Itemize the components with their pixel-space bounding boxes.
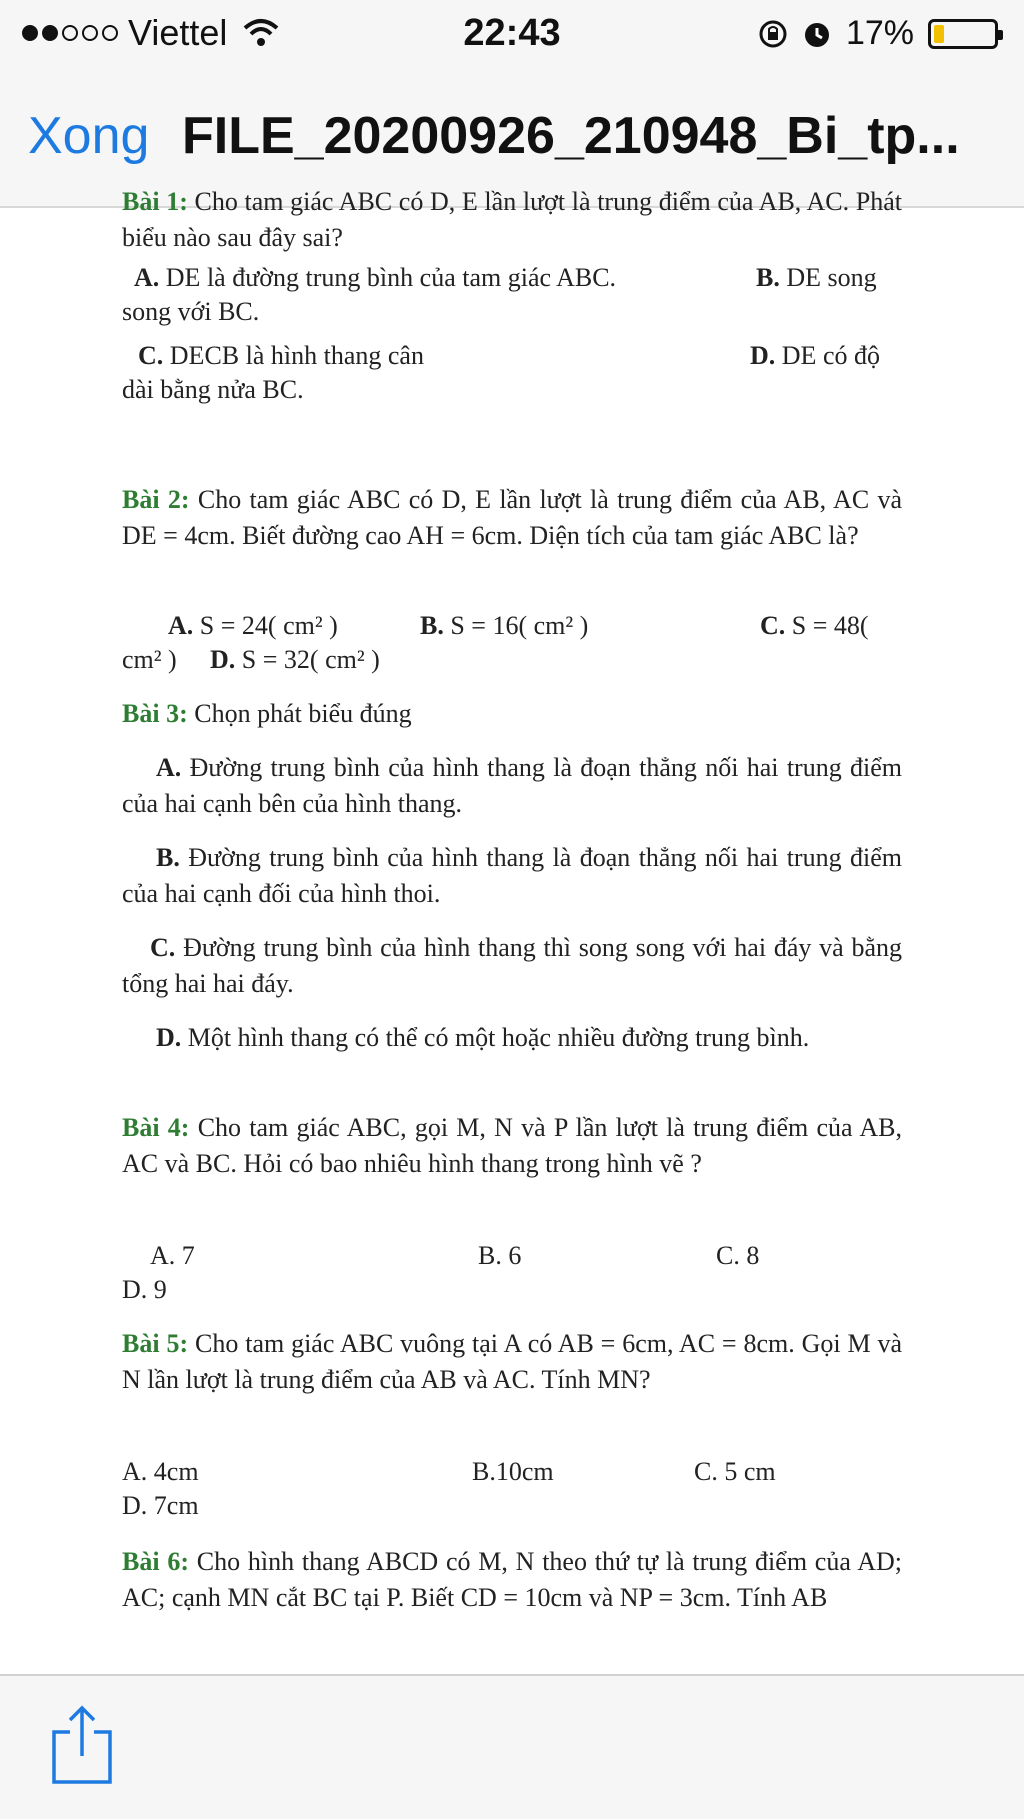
option-a: A. 4cm [122, 1457, 199, 1486]
document-viewer[interactable] [0, 187, 1024, 1674]
file-title: FILE_20200926_210948_Bi_tp... [182, 107, 960, 165]
question-label: Bài 5: [122, 1329, 189, 1358]
share-icon[interactable] [50, 1704, 114, 1786]
question-3 [122, 696, 902, 732]
alarm-icon [802, 19, 832, 49]
option-d: D. Một hình thang có thể có một hoặc nhiều đường trung bình. [156, 1023, 810, 1052]
question-text: Cho tam giác ABC có D, E lần lượt là trung điểm của AB, AC. Phát biểu nào sau đây sai? [122, 187, 902, 252]
done-button[interactable]: Xong [28, 107, 150, 165]
option-c: C. 8 [716, 1241, 760, 1270]
question-label: Bài 6: [122, 1547, 189, 1576]
question-6 [122, 1544, 902, 1616]
option-a: A. S = 24( cm² ) [168, 611, 338, 640]
option-b: B. S = 16( cm² ) [420, 611, 589, 640]
question-label: Bài 2: [122, 485, 190, 514]
question-label: Bài 4: [122, 1113, 190, 1142]
status-time: 22:43 [463, 12, 561, 54]
option-c: C. S = 48( [760, 611, 869, 640]
question-label: Bài 3: [122, 699, 188, 728]
question-text: Cho hình thang ABCD có M, N theo thứ tự là trung điểm của AD; AC; cạnh MN cắt BC tại P. Biết CD = 10cm và NP = 3cm. Tính AB [122, 1547, 902, 1612]
option-d: D. 7cm [122, 1491, 199, 1520]
question-1 [122, 184, 902, 256]
option-d-continued: dài bằng nửa BC. [122, 375, 304, 404]
option-d: D. DE có độ [750, 341, 880, 370]
question-text: Chọn phát biểu đúng [194, 699, 412, 728]
option-b-continued: song với BC. [122, 297, 260, 326]
rotation-lock-icon [758, 19, 788, 49]
question-label: Bài 1: [122, 187, 188, 216]
question-5 [122, 1326, 902, 1398]
question-2 [122, 482, 902, 554]
option-c: C. Đường trung bình của hình thang thì song song với hai đáy và bằng tổng hai hai đáy. [122, 933, 902, 998]
carrier-name: Viettel [128, 12, 228, 53]
option-c: C. DECB là hình thang cân [138, 341, 424, 370]
battery-icon [928, 19, 998, 49]
option-d: D. 9 [122, 1275, 167, 1304]
question-text: Cho tam giác ABC vuông tại A có AB = 6cm, AC = 8cm. Gọi M và N lần lượt là trung điểm của AB và AC. Tính MN? [122, 1329, 902, 1394]
option-a: A. 7 [150, 1241, 195, 1270]
option-b: B. Đường trung bình của hình thang là đoạn thẳng nối hai trung điểm của hai cạnh đối của hình thoi. [122, 843, 902, 908]
question-4 [122, 1110, 902, 1182]
option-b: B. 6 [478, 1241, 522, 1270]
status-right-group [758, 14, 998, 53]
option-a: A. DE là đường trung bình của tam giác ABC. [134, 263, 617, 292]
option-c-continued: cm² ) [122, 645, 177, 674]
question-text: Cho tam giác ABC có D, E lần lượt là trung điểm của AB, AC và DE = 4cm. Biết đường cao AH = 6cm. Diện tích của tam giác ABC là? [122, 485, 903, 550]
status-bar [0, 0, 1024, 66]
option-c: C. 5 cm [694, 1457, 776, 1486]
option-d: D. S = 32( cm² ) [210, 645, 380, 674]
option-b: B.10cm [472, 1457, 554, 1486]
option-a: A. Đường trung bình của hình thang là đoạn thẳng nối hai trung điểm của hai cạnh bên của hình thang. [122, 753, 902, 818]
option-b: B. DE song [756, 263, 877, 292]
battery-percent: 17% [845, 14, 914, 52]
bottom-toolbar [0, 1674, 1024, 1819]
question-text: Cho tam giác ABC, gọi M, N và P lần lượt là trung điểm của AB, AC và BC. Hỏi có bao nhiêu hình thang trong hình vẽ ? [122, 1113, 903, 1178]
